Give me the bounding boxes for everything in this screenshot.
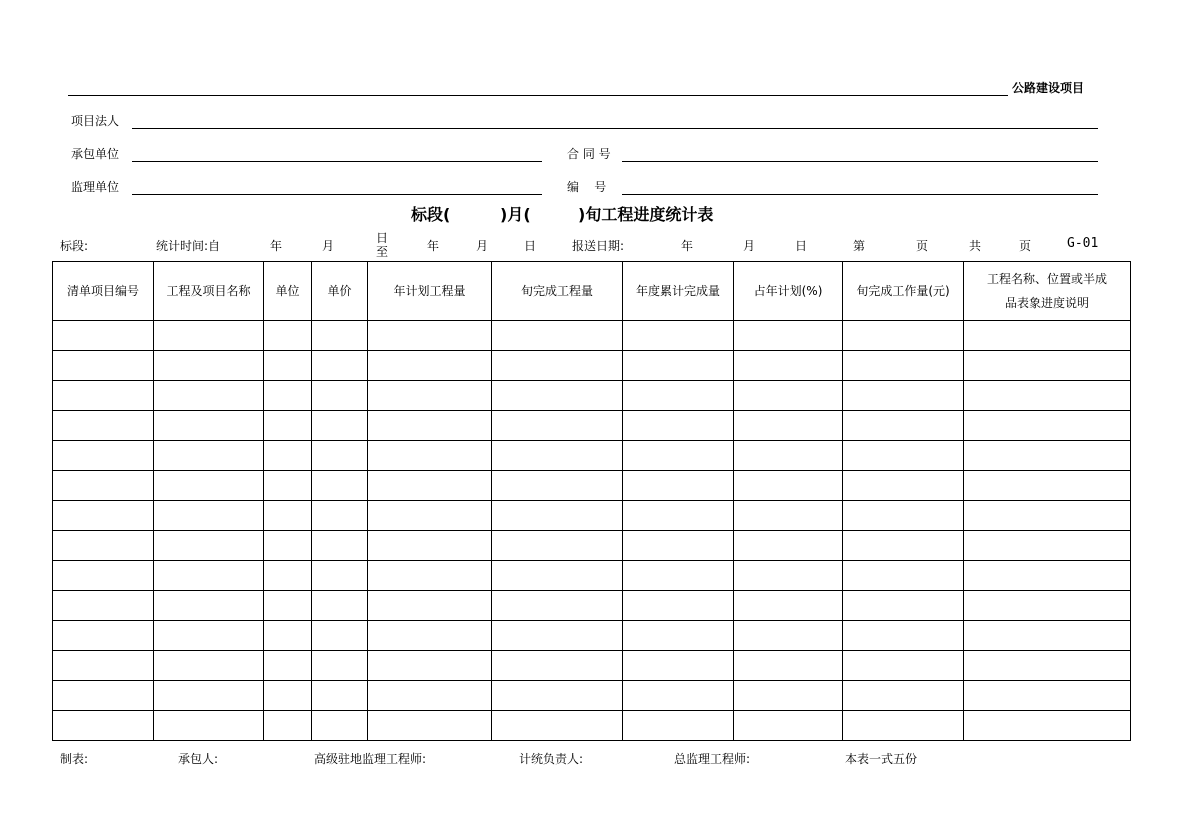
table-cell[interactable] xyxy=(623,711,734,741)
table-cell[interactable] xyxy=(843,441,964,471)
table-cell[interactable] xyxy=(154,351,264,381)
legal-person-label: 项目法人 xyxy=(71,114,120,128)
table-cell[interactable] xyxy=(964,531,1131,561)
table-cell[interactable] xyxy=(492,561,623,591)
table-cell[interactable] xyxy=(312,561,368,591)
table-cell[interactable] xyxy=(734,561,843,591)
table-cell[interactable] xyxy=(623,411,734,441)
start-month-label: 月 xyxy=(322,239,335,253)
end-year-label: 年 xyxy=(427,239,440,253)
table-cell[interactable] xyxy=(264,621,312,651)
table-cell[interactable] xyxy=(843,321,964,351)
total-pages-label: 共 xyxy=(969,239,982,253)
col-header-annual-plan: 年计划工程量 xyxy=(368,262,492,321)
table-cell[interactable] xyxy=(734,621,843,651)
table-cell[interactable] xyxy=(843,471,964,501)
top-rule xyxy=(68,95,1008,96)
table-row xyxy=(53,651,1131,681)
table-cell[interactable] xyxy=(53,621,154,651)
table-row xyxy=(53,321,1131,351)
table-cell[interactable] xyxy=(264,441,312,471)
table-cell[interactable] xyxy=(264,711,312,741)
table-cell[interactable] xyxy=(264,681,312,711)
table-cell[interactable] xyxy=(154,321,264,351)
table-cell[interactable] xyxy=(368,591,492,621)
col-header-unit: 单位 xyxy=(264,262,312,321)
table-cell[interactable] xyxy=(734,381,843,411)
table-cell[interactable] xyxy=(154,531,264,561)
table-cell[interactable] xyxy=(264,321,312,351)
table-cell[interactable] xyxy=(492,501,623,531)
table-cell[interactable] xyxy=(312,381,368,411)
table-row xyxy=(53,441,1131,471)
table-cell[interactable] xyxy=(623,681,734,711)
table-cell[interactable] xyxy=(312,711,368,741)
table-cell[interactable] xyxy=(964,441,1131,471)
table-cell[interactable] xyxy=(312,501,368,531)
start-year-label: 年 xyxy=(270,239,283,253)
table-cell[interactable] xyxy=(368,381,492,411)
chief-engineer-label: 总监理工程师: xyxy=(674,752,751,766)
form-title-part3: )旬工程进度统计表 xyxy=(578,205,714,224)
table-cell[interactable] xyxy=(492,591,623,621)
serial-no-label: 编 号 xyxy=(567,180,607,194)
table-cell[interactable] xyxy=(734,531,843,561)
table-cell[interactable] xyxy=(368,411,492,441)
contractor-field[interactable] xyxy=(132,161,542,162)
supervisor-field[interactable] xyxy=(132,194,542,195)
table-cell[interactable] xyxy=(843,531,964,561)
table-cell[interactable] xyxy=(264,471,312,501)
end-month-label: 月 xyxy=(476,239,489,253)
table-cell[interactable] xyxy=(368,351,492,381)
form-title-part2: )月( xyxy=(500,205,531,224)
col-header-unit-price: 单价 xyxy=(312,262,368,321)
table-cell[interactable] xyxy=(264,411,312,441)
table-cell[interactable] xyxy=(312,681,368,711)
table-cell[interactable] xyxy=(623,441,734,471)
table-cell[interactable] xyxy=(492,531,623,561)
table-cell[interactable] xyxy=(843,591,964,621)
table-cell[interactable] xyxy=(154,681,264,711)
table-cell[interactable] xyxy=(964,321,1131,351)
table-row xyxy=(53,501,1131,531)
table-cell[interactable] xyxy=(964,651,1131,681)
table-cell[interactable] xyxy=(312,621,368,651)
col-header-progress-notes xyxy=(964,262,1131,321)
col-header-item-name: 工程及项目名称 xyxy=(154,262,264,321)
table-cell[interactable] xyxy=(492,681,623,711)
table-cell[interactable] xyxy=(623,351,734,381)
table-cell[interactable] xyxy=(964,621,1131,651)
table-cell[interactable] xyxy=(964,411,1131,441)
table-cell[interactable] xyxy=(843,351,964,381)
table-cell[interactable] xyxy=(964,681,1131,711)
table-cell[interactable] xyxy=(154,561,264,591)
senior-engineer-label: 高级驻地监理工程师: xyxy=(314,752,427,766)
serial-no-field[interactable] xyxy=(622,194,1098,195)
table-cell[interactable] xyxy=(264,651,312,681)
table-cell[interactable] xyxy=(492,321,623,351)
table-cell[interactable] xyxy=(53,441,154,471)
table-cell[interactable] xyxy=(734,591,843,621)
end-day-label: 日 xyxy=(524,239,537,253)
table-cell[interactable] xyxy=(264,381,312,411)
table-cell[interactable] xyxy=(623,621,734,651)
table-cell[interactable] xyxy=(53,711,154,741)
table-cell[interactable] xyxy=(492,411,623,441)
table-cell[interactable] xyxy=(53,381,154,411)
table-cell[interactable] xyxy=(843,381,964,411)
table-cell[interactable] xyxy=(312,471,368,501)
table-cell[interactable] xyxy=(154,411,264,441)
stats-lead-label: 计统负责人: xyxy=(519,752,584,766)
table-cell[interactable] xyxy=(492,441,623,471)
table-cell[interactable] xyxy=(964,711,1131,741)
copies-note: 本表一式五份 xyxy=(845,752,918,766)
table-cell[interactable] xyxy=(368,651,492,681)
table-cell[interactable] xyxy=(964,561,1131,591)
table-cell[interactable] xyxy=(264,351,312,381)
table-cell[interactable] xyxy=(964,351,1131,381)
contractor-label: 承包单位 xyxy=(71,147,120,161)
table-cell[interactable] xyxy=(734,321,843,351)
page-number-label: 第 xyxy=(853,239,866,253)
table-cell[interactable] xyxy=(964,501,1131,531)
report-year-label: 年 xyxy=(681,239,694,253)
table-cell[interactable] xyxy=(492,621,623,651)
table-cell[interactable] xyxy=(264,501,312,531)
table-cell[interactable] xyxy=(53,471,154,501)
contract-no-label: 合 同 号 xyxy=(567,147,611,161)
table-cell[interactable] xyxy=(492,651,623,681)
table-cell[interactable] xyxy=(492,471,623,501)
table-cell[interactable] xyxy=(368,531,492,561)
table-cell[interactable] xyxy=(623,471,734,501)
table-cell[interactable] xyxy=(734,681,843,711)
table-cell[interactable] xyxy=(154,441,264,471)
legal-person-field[interactable] xyxy=(132,128,1098,129)
col-header-period-value: 旬完成工作量(元) xyxy=(843,262,964,321)
contractor-sign-label: 承包人: xyxy=(178,752,219,766)
table-cell[interactable] xyxy=(623,651,734,681)
prepared-by-label: 制表: xyxy=(60,752,89,766)
table-cell[interactable] xyxy=(623,531,734,561)
table-cell[interactable] xyxy=(312,531,368,561)
col-header-progress-notes-line1: 工程名称、位置或半成 xyxy=(986,272,1107,286)
stat-time-label: 统计时间:自 xyxy=(156,239,221,253)
table-cell[interactable] xyxy=(53,531,154,561)
table-cell[interactable] xyxy=(154,711,264,741)
table-row xyxy=(53,471,1131,501)
table-cell[interactable] xyxy=(843,711,964,741)
report-date-label: 报送日期: xyxy=(572,239,625,253)
table-cell[interactable] xyxy=(53,561,154,591)
table-cell[interactable] xyxy=(734,501,843,531)
project-type-label: 公路建设项目 xyxy=(1012,81,1085,95)
table-cell[interactable] xyxy=(843,501,964,531)
table-cell[interactable] xyxy=(843,411,964,441)
table-cell[interactable] xyxy=(964,471,1131,501)
table-cell[interactable] xyxy=(734,651,843,681)
table-cell[interactable] xyxy=(368,321,492,351)
table-cell[interactable] xyxy=(154,501,264,531)
col-header-item-code: 清单项目编号 xyxy=(53,262,154,321)
table-cell[interactable] xyxy=(368,561,492,591)
table-cell[interactable] xyxy=(492,351,623,381)
table-cell[interactable] xyxy=(368,501,492,531)
col-header-progress-notes-line2: 品表象进度说明 xyxy=(1004,296,1089,310)
table-cell[interactable] xyxy=(843,621,964,651)
supervisor-label: 监理单位 xyxy=(71,180,120,194)
table-cell[interactable] xyxy=(734,441,843,471)
table-row xyxy=(53,621,1131,651)
table-row xyxy=(53,591,1131,621)
table-cell[interactable] xyxy=(492,711,623,741)
table-cell[interactable] xyxy=(964,591,1131,621)
table-cell[interactable] xyxy=(492,381,623,411)
table-cell[interactable] xyxy=(53,681,154,711)
table-cell[interactable] xyxy=(623,501,734,531)
page-unit-label: 页 xyxy=(916,239,929,253)
section-label: 标段: xyxy=(60,239,89,253)
table-cell[interactable] xyxy=(312,351,368,381)
table-cell[interactable] xyxy=(964,381,1131,411)
table-cell[interactable] xyxy=(53,321,154,351)
start-day-label: 日 xyxy=(376,231,389,245)
table-cell[interactable] xyxy=(734,711,843,741)
table-cell[interactable] xyxy=(623,561,734,591)
table-cell[interactable] xyxy=(623,381,734,411)
col-header-annual-cumulative: 年度累计完成量 xyxy=(623,262,734,321)
table-cell[interactable] xyxy=(264,531,312,561)
table-cell[interactable] xyxy=(312,591,368,621)
table-cell[interactable] xyxy=(264,561,312,591)
form-title-part1: 标段( xyxy=(411,205,451,224)
table-cell[interactable] xyxy=(53,591,154,621)
col-header-plan-percent: 占年计划(%) xyxy=(734,262,843,321)
table-cell[interactable] xyxy=(368,681,492,711)
table-cell[interactable] xyxy=(312,651,368,681)
table-header-row xyxy=(53,262,1131,321)
table-body xyxy=(53,321,1131,741)
table-cell[interactable] xyxy=(312,321,368,351)
table-cell[interactable] xyxy=(734,351,843,381)
table-row xyxy=(53,381,1131,411)
to-label: 至 xyxy=(376,245,389,259)
table-cell[interactable] xyxy=(53,411,154,441)
table-row xyxy=(53,531,1131,561)
progress-table xyxy=(52,261,1131,741)
table-cell[interactable] xyxy=(312,411,368,441)
table-cell[interactable] xyxy=(623,591,734,621)
table-cell[interactable] xyxy=(734,411,843,441)
table-row xyxy=(53,351,1131,381)
table-cell[interactable] xyxy=(843,561,964,591)
form-code: G-01 xyxy=(1067,236,1099,251)
contract-no-field[interactable] xyxy=(622,161,1098,162)
table-cell[interactable] xyxy=(368,471,492,501)
table-cell[interactable] xyxy=(368,621,492,651)
table-row xyxy=(53,711,1131,741)
table-cell[interactable] xyxy=(368,711,492,741)
table-cell[interactable] xyxy=(843,651,964,681)
table-cell[interactable] xyxy=(53,351,154,381)
table-cell[interactable] xyxy=(53,501,154,531)
report-month-label: 月 xyxy=(743,239,756,253)
table-row xyxy=(53,681,1131,711)
report-day-label: 日 xyxy=(795,239,808,253)
table-cell[interactable] xyxy=(154,621,264,651)
table-cell[interactable] xyxy=(154,381,264,411)
table-cell[interactable] xyxy=(53,651,154,681)
table-row xyxy=(53,561,1131,591)
table-cell[interactable] xyxy=(154,471,264,501)
table-cell[interactable] xyxy=(312,441,368,471)
total-pages-unit-label: 页 xyxy=(1019,239,1032,253)
table-cell[interactable] xyxy=(623,321,734,351)
table-cell[interactable] xyxy=(154,651,264,681)
table-cell[interactable] xyxy=(734,471,843,501)
table-cell[interactable] xyxy=(154,591,264,621)
table-cell[interactable] xyxy=(843,681,964,711)
table-cell[interactable] xyxy=(368,441,492,471)
table-row xyxy=(53,411,1131,441)
table-cell[interactable] xyxy=(264,591,312,621)
col-header-period-done: 旬完成工程量 xyxy=(492,262,623,321)
